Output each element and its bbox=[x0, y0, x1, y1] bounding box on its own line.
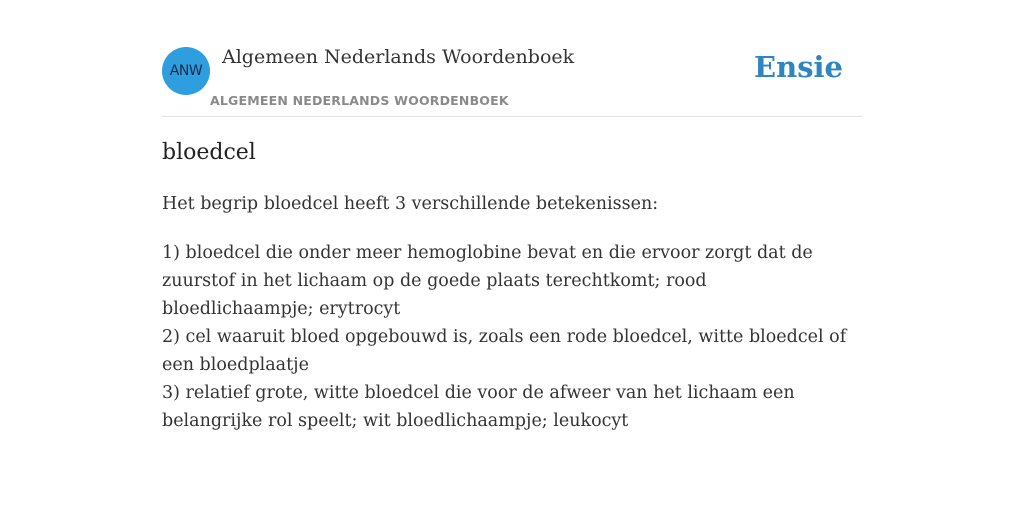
definition-list bbox=[162, 239, 862, 435]
entry-intro: Het begrip bloedcel heeft 3 verschillende betekenissen: bbox=[162, 194, 659, 214]
source-title[interactable]: Algemeen Nederlands Woordenboek bbox=[222, 46, 575, 68]
source-logo[interactable] bbox=[162, 47, 210, 95]
definition-item-1: 1) bloedcel die onder meer hemoglobine bevat en die ervoor zorgt dat de zuurstof in het lichaam op de goede plaats terechtkomt; rood bloedlichaampje; erytrocyt bbox=[162, 243, 813, 319]
entry-word: bloedcel bbox=[162, 140, 256, 165]
definition-item-2: 2) cel waaruit bloed opgebouwd is, zoals een rode bloedcel, witte bloedcel of een bloedplaatje bbox=[162, 327, 847, 375]
source-subtitle: ALGEMEEN NEDERLANDS WOORDENBOEK bbox=[210, 93, 509, 108]
source-header bbox=[162, 0, 862, 117]
logo-text: ANW bbox=[169, 63, 203, 79]
definition-item-3: 3) relatief grote, witte bloedcel die voor de afweer van het lichaam een belangrijke rol speelt; wit bloedlichaampje; leukocyt bbox=[162, 383, 795, 431]
brand-logo[interactable]: Ensie bbox=[754, 50, 843, 84]
page-container bbox=[162, 0, 862, 431]
